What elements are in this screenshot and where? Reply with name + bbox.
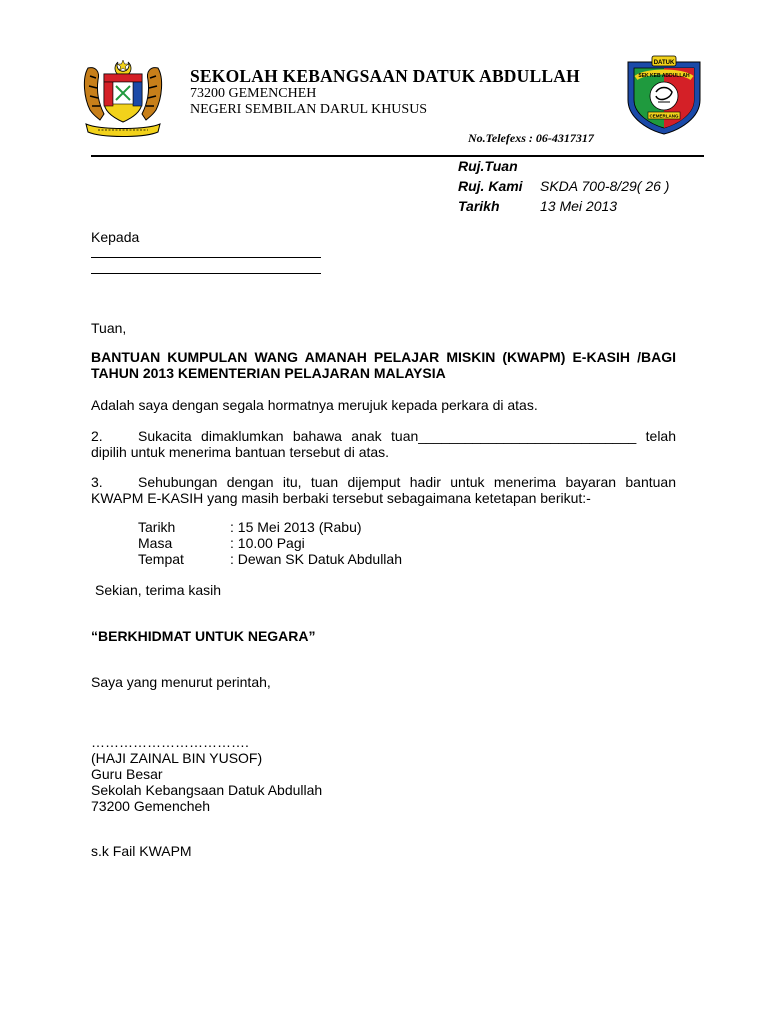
coat-of-arms-icon [80,58,166,138]
paragraph-2 [91,428,676,460]
crest-bottom-text: CEMERLANG [649,113,679,119]
ref-value: 13 Mei 2013 [540,198,618,214]
paragraph-text: Sukacita dimaklumkan bahawa anak tuan____________________________ telah dipilih untuk menerima bantuan tersebut di atas. [91,428,676,460]
ref-row-tarikh [458,198,617,214]
ref-value: SKDA 700-8/29( 26 ) [540,178,670,194]
cc-line: s.k Fail KWAPM [91,843,192,859]
signatory-name: (HAJI ZAINAL BIN YUSOF) [91,750,263,766]
header-divider [91,155,704,157]
sign-off: Saya yang menurut perintah, [91,674,271,690]
paragraph-number: 3. [91,474,103,490]
address-line-2: NEGERI SEMBILAN DARUL KHUSUS [190,102,428,117]
signatory-title: Guru Besar [91,766,163,782]
paragraph-number: 2. [91,428,103,444]
intro-paragraph: Adalah saya dengan segala hormatnya merujuk kepada perkara di atas. [91,397,538,413]
ref-row-ruj-kami [458,178,669,194]
ref-label: Ruj. Kami [458,178,523,194]
detail-value: : Dewan SK Datuk Abdullah [230,551,402,567]
paragraph-text: Sehubungan dengan itu, tuan dijemput hadir untuk menerima bayaran bantuan KWAPM E-KASIH yang masih berbaki tersebut sebagaimana ketetapan berikut:- [91,474,676,506]
detail-row-masa [138,535,305,551]
signatory-postcode: 73200 Gemencheh [91,798,211,814]
paragraph-3 [91,474,676,506]
subject: BANTUAN KUMPULAN WANG AMANAH PELAJAR MISKIN (KWAPM) E-KASIH /BAGI TAHUN 2013 KEMENTERIAN PELAJARAN MALAYSIA [91,349,676,381]
crest-top-text: DATUK [653,60,675,66]
recipient-line-2 [91,273,321,274]
school-name: SEKOLAH KEBANGSAAN DATUK ABDULLAH [190,66,580,86]
crest-ring-text: SEK KEB ABDULLAH [638,73,690,79]
fax-number: No.Telefexs : 06-4317317 [468,131,594,145]
ref-label: Ruj.Tuan [458,158,518,174]
signature-dots: ……………………………. [91,734,249,750]
detail-row-tempat [138,551,402,567]
salutation: Tuan, [91,320,127,336]
closing-text: Sekian, terima kasih [95,582,222,598]
detail-row-tarikh [138,519,362,535]
motto: “BERKHIDMAT UNTUK NEGARA” [91,628,316,644]
ref-row-ruj-tuan [458,158,540,174]
detail-value: : 15 Mei 2013 (Rabu) [230,519,362,535]
recipient-label: Kepada [91,229,140,245]
detail-key: Tempat [138,551,184,567]
address-line-1: 73200 GEMENCHEH [190,86,317,101]
detail-key: Masa [138,535,173,551]
ref-label: Tarikh [458,198,500,214]
detail-key: Tarikh [138,519,176,535]
recipient-line-1 [91,257,321,258]
signatory-school: Sekolah Kebangsaan Datuk Abdullah [91,782,323,798]
detail-value: : 10.00 Pagi [230,535,305,551]
school-crest-icon [622,52,706,136]
